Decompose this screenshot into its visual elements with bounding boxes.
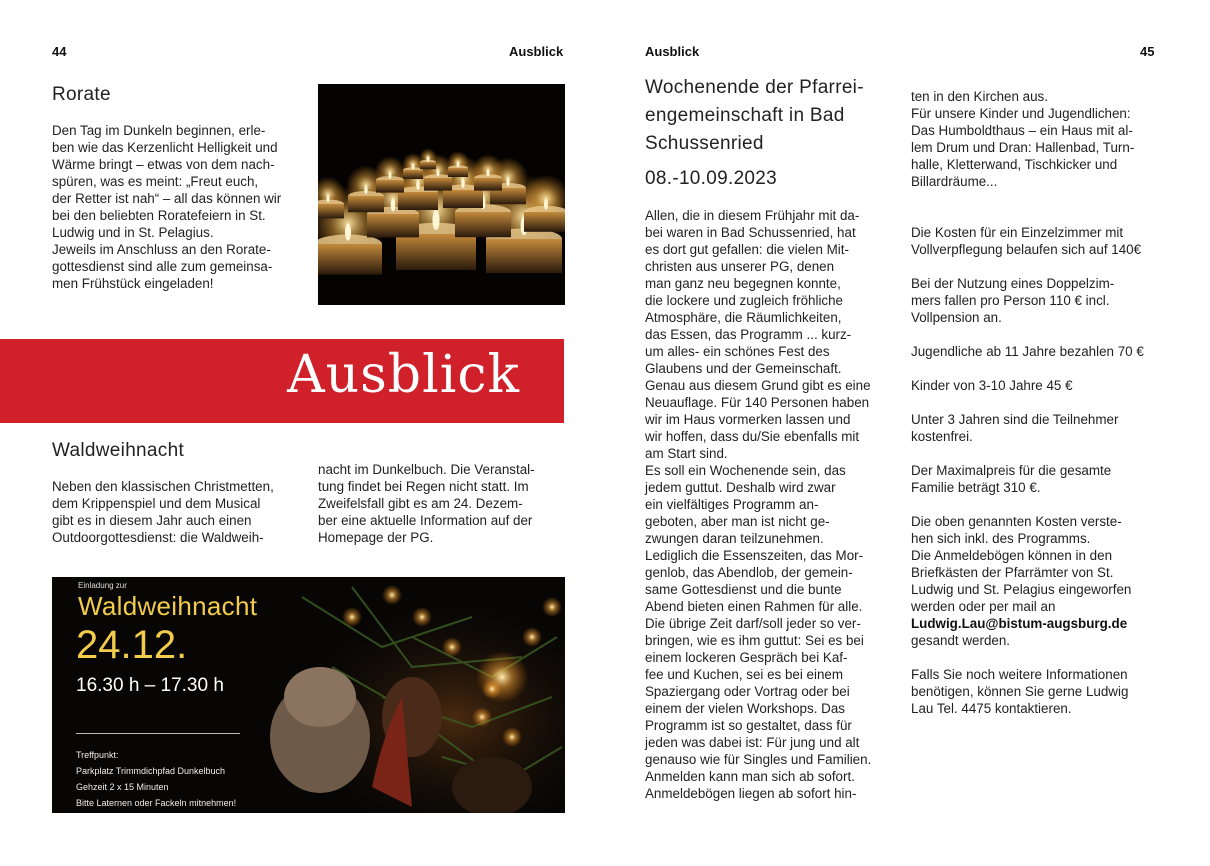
weekend-col1	[645, 207, 891, 802]
col1-line: wir im Haus vormerken lassen und	[645, 412, 851, 427]
col1-line: Spaziergang oder Vortrag oder bei	[645, 684, 850, 699]
waldweihnacht-heading: Waldweihnacht	[52, 440, 185, 461]
contact-email-link[interactable]: Ludwig.Lau@bistum-augsburg.de	[911, 616, 1128, 631]
col1-line: Abend bieten einen Rahmen für alle.	[645, 599, 863, 614]
col1-line: wir hoffen, dass du/Sie ebenfalls mit	[645, 429, 860, 444]
weekend-col2	[911, 88, 1158, 717]
rorate-line: Jeweils im Anschluss an den Rorate-	[52, 242, 271, 257]
rorate-line: Ludwig und in St. Pelagius.	[52, 225, 214, 240]
weekend-heading-line: Schussenried	[645, 133, 764, 154]
cost-under3: Unter 3 Jahren sind die Teilnehmer	[911, 412, 1119, 427]
cost-single: Vollverpflegung belaufen sich auf 140€	[911, 242, 1142, 257]
candles-photo	[318, 84, 565, 305]
poster-small-label: Einladung zur	[78, 581, 127, 590]
rorate-line: der Retter ist nah“ – all das können wir	[52, 191, 282, 206]
candles-illustration	[318, 84, 565, 305]
waldweihnacht-line: nacht im Dunkelbuch. Die Veranstal-	[318, 462, 535, 477]
waldweihnacht-poster	[52, 577, 565, 813]
waldweihnacht-line: Zweifelsfall gibt es am 24. Dezem-	[318, 496, 523, 511]
cost-double: mers fallen pro Person 110 € incl.	[911, 293, 1110, 308]
waldweihnacht-col2	[318, 461, 565, 546]
waldweihnacht-line: Neben den klassischen Christmetten,	[52, 479, 274, 494]
poster-divider	[76, 733, 240, 734]
cost-single: Die Kosten für ein Einzelzimmer mit	[911, 225, 1124, 240]
waldweihnacht-line: ber eine aktuelle Information auf der	[318, 513, 533, 528]
col1-line: das Essen, das Programm ... kurz-	[645, 327, 852, 342]
costs-note: werden oder per mail an	[911, 599, 1056, 614]
weekend-heading-line: Wochenende der Pfarrei-	[645, 77, 864, 98]
col1-line: Genau aus diesem Grund gibt es eine	[645, 378, 871, 393]
weekend-heading	[645, 74, 864, 158]
costs-note: Ludwig und St. Pelagius eingeworfen	[911, 582, 1132, 597]
col1-line: Atmosphäre, die Räumlichkeiten,	[645, 310, 842, 325]
page-number-left: 44	[52, 44, 67, 59]
rorate-line: gottesdienst sind alle zum gemeinsa-	[52, 259, 273, 274]
col1-line: es dort gut gefallen: die vielen Mit-	[645, 242, 849, 257]
col1-line: Anmeldebögen liegen ab sofort hin-	[645, 786, 857, 801]
cost-double: Vollpension an.	[911, 310, 1002, 325]
col2-line: ten in den Kirchen aus.	[911, 89, 1048, 104]
cost-max: Der Maximalpreis für die gesamte	[911, 463, 1112, 478]
rorate-line: bei den beliebten Roratefeiern in St.	[52, 208, 266, 223]
rorate-line: spüren, was es meint: „Freut euch,	[52, 174, 259, 189]
col1-line: Allen, die in diesem Frühjahr mit da-	[645, 208, 860, 223]
col1-line: einem lockeren Gespräch bei Kaf-	[645, 650, 848, 665]
col1-line: ein vielfältiges Programm an-	[645, 497, 819, 512]
banner-title: Ausblick	[287, 345, 520, 405]
col2-line: Billardräume...	[911, 174, 998, 189]
col1-line: same Gottesdienst und die bunte	[645, 582, 842, 597]
weekend-date: 08.-10.09.2023	[645, 168, 778, 189]
col1-line: die lockere und zugleich fröhliche	[645, 293, 844, 308]
col1-line: einem der vielen Workshops. Das	[645, 701, 845, 716]
sent-text: gesandt werden.	[911, 633, 1011, 648]
costs-note: Die oben genannten Kosten verste-	[911, 514, 1122, 529]
poster-title: Waldweihnacht	[78, 591, 258, 621]
col1-line: Anmelden kann man sich ab sofort.	[645, 769, 855, 784]
poster-info-line: Treffpunkt:	[76, 750, 119, 760]
col2-line: Das Humboldthaus – ein Haus mit al-	[911, 123, 1133, 138]
col2-line: Für unsere Kinder und Jugendlichen:	[911, 106, 1131, 121]
col1-line: jedem guttut. Deshalb wird zwar	[645, 480, 836, 495]
poster-date: 24.12.	[76, 623, 188, 667]
running-head-left: Ausblick	[509, 44, 564, 59]
cost-under3: kostenfrei.	[911, 429, 973, 444]
poster-info-line: Bitte Laternen oder Fackeln mitnehmen!	[76, 798, 237, 808]
rorate-line: Wärme bringt – etwas von dem nach-	[52, 157, 275, 172]
rorate-line: Den Tag im Dunkeln beginnen, erle-	[52, 123, 266, 138]
waldweihnacht-line: tung findet bei Regen nicht statt. Im	[318, 479, 529, 494]
cost-double: Bei der Nutzung eines Doppelzim-	[911, 276, 1115, 291]
col1-line: am Start sind.	[645, 446, 728, 461]
waldweihnacht-col1	[52, 478, 298, 546]
col1-line: jeden was dabei ist: Für jung und alt	[645, 735, 860, 750]
rorate-heading: Rorate	[52, 84, 111, 105]
col1-line: christen aus unserer PG, denen	[645, 259, 835, 274]
col1-line: bringen, wie es ihm guttut: Sei es bei	[645, 633, 864, 648]
waldweihnacht-line: Homepage der PG.	[318, 530, 434, 545]
costs-note: Die Anmeldebögen können in den	[911, 548, 1113, 563]
col1-line: Die übrige Zeit darf/soll jeder so ver-	[645, 616, 861, 631]
page-number-right: 45	[1140, 44, 1155, 59]
col1-line: Lediglich die Essenszeiten, das Mor-	[645, 548, 864, 563]
cost-max: Familie beträgt 310 €.	[911, 480, 1041, 495]
col1-line: fee und Kuchen, sei es bei einem	[645, 667, 844, 682]
rorate-text	[52, 122, 298, 292]
col1-line: um alles- ein schönes Fest des	[645, 344, 830, 359]
col1-line: genauso wie für Singles und Familien.	[645, 752, 872, 767]
col1-line: Es soll ein Wochenende sein, das	[645, 463, 846, 478]
col1-line: man ganz neu begegnen konnte,	[645, 276, 841, 291]
col2-line: lem Drum und Dran: Hallenbad, Turn-	[911, 140, 1135, 155]
waldweihnacht-line: Outdoorgottesdienst: die Waldweih-	[52, 530, 264, 545]
rorate-line: ben wie das Kerzenlicht Helligkeit und	[52, 140, 278, 155]
running-head-right: Ausblick	[645, 44, 700, 59]
contact-line: Falls Sie noch weitere Informationen	[911, 667, 1128, 682]
col2-line: halle, Kletterwand, Tischkicker und	[911, 157, 1118, 172]
waldweihnacht-line: dem Krippenspiel und dem Musical	[52, 496, 261, 511]
weekend-heading-line: engemeinschaft in Bad	[645, 105, 845, 126]
poster-info	[76, 747, 236, 811]
poster-info-line: Parkplatz Trimmdichpfad Dunkelbuch	[76, 766, 226, 776]
contact-line: Lau Tel. 4475 kontaktieren.	[911, 701, 1072, 716]
col1-line: geboten, aber man ist nicht ge-	[645, 514, 830, 529]
contact-line: benötigen, können Sie gerne Ludwig	[911, 684, 1129, 699]
waldweihnacht-line: gibt es in diesem Jahr auch einen	[52, 513, 252, 528]
cost-children: Kinder von 3-10 Jahre 45 €	[911, 378, 1073, 393]
col1-line: bei waren in Bad Schussenried, hat	[645, 225, 856, 240]
costs-note: hen sich inkl. des Programms.	[911, 531, 1091, 546]
poster-time: 16.30 h – 17.30 h	[76, 675, 224, 696]
rorate-line: men Frühstück eingeladen!	[52, 276, 214, 291]
col1-line: Neuauflage. Für 140 Personen haben	[645, 395, 870, 410]
poster-info-line: Gehzeit 2 x 15 Minuten	[76, 782, 169, 792]
col1-line: genlob, das Abendlob, der gemein-	[645, 565, 853, 580]
ausblick-banner	[0, 339, 564, 423]
col1-line: Glaubens und der Gemeinschaft.	[645, 361, 842, 376]
col1-line: zwungen daran teilzunehmen.	[645, 531, 824, 546]
cost-youth: Jugendliche ab 11 Jahre bezahlen 70 €	[911, 344, 1144, 359]
costs-note: Briefkästen der Pfarrämter von St.	[911, 565, 1114, 580]
col1-line: Programm ist so gestaltet, dass für	[645, 718, 852, 733]
